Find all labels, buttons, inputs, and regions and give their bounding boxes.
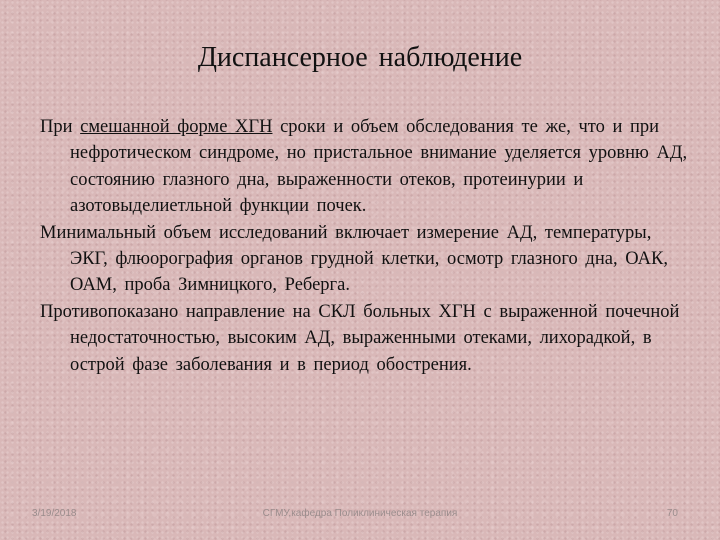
paragraph-mixed-form bbox=[40, 114, 690, 220]
footer-page-number: 70 bbox=[666, 508, 678, 519]
footer-date: 3/19/2018 bbox=[32, 508, 77, 519]
slide-body bbox=[40, 114, 690, 378]
paragraph-rest: сроки и объем обследования те же, что и при нефротическом синдроме, но пристальное внимание уделяется уровню АД, состоянию глазного дна, выраженности отеков, протеинурии и азотовыделиетльной функции почек. bbox=[70, 117, 688, 217]
slide-title: Диспансерное наблюдение bbox=[197, 42, 523, 73]
paragraph-lead: При bbox=[40, 117, 81, 137]
paragraph-minimal-exam: Минимальный объем исследований включает измерение АД, температуры, ЭКГ, флюорография органов грудной клетки, осмотр глазного дна, ОАК, ОАМ, проба Зимницкого, Реберга. bbox=[40, 222, 668, 296]
paragraph-contraindication: Противопоказано направление на СКЛ больных ХГН с выраженной почечной недостаточностью, высоким АД, выраженными отеками, лихорадкой, в острой фазе заболевания и в период обострения. bbox=[40, 301, 680, 375]
footer-department: СГМУ,кафедра Поликлиническая терапия bbox=[262, 508, 458, 519]
underlined-term: смешанной форме ХГН bbox=[80, 117, 273, 137]
